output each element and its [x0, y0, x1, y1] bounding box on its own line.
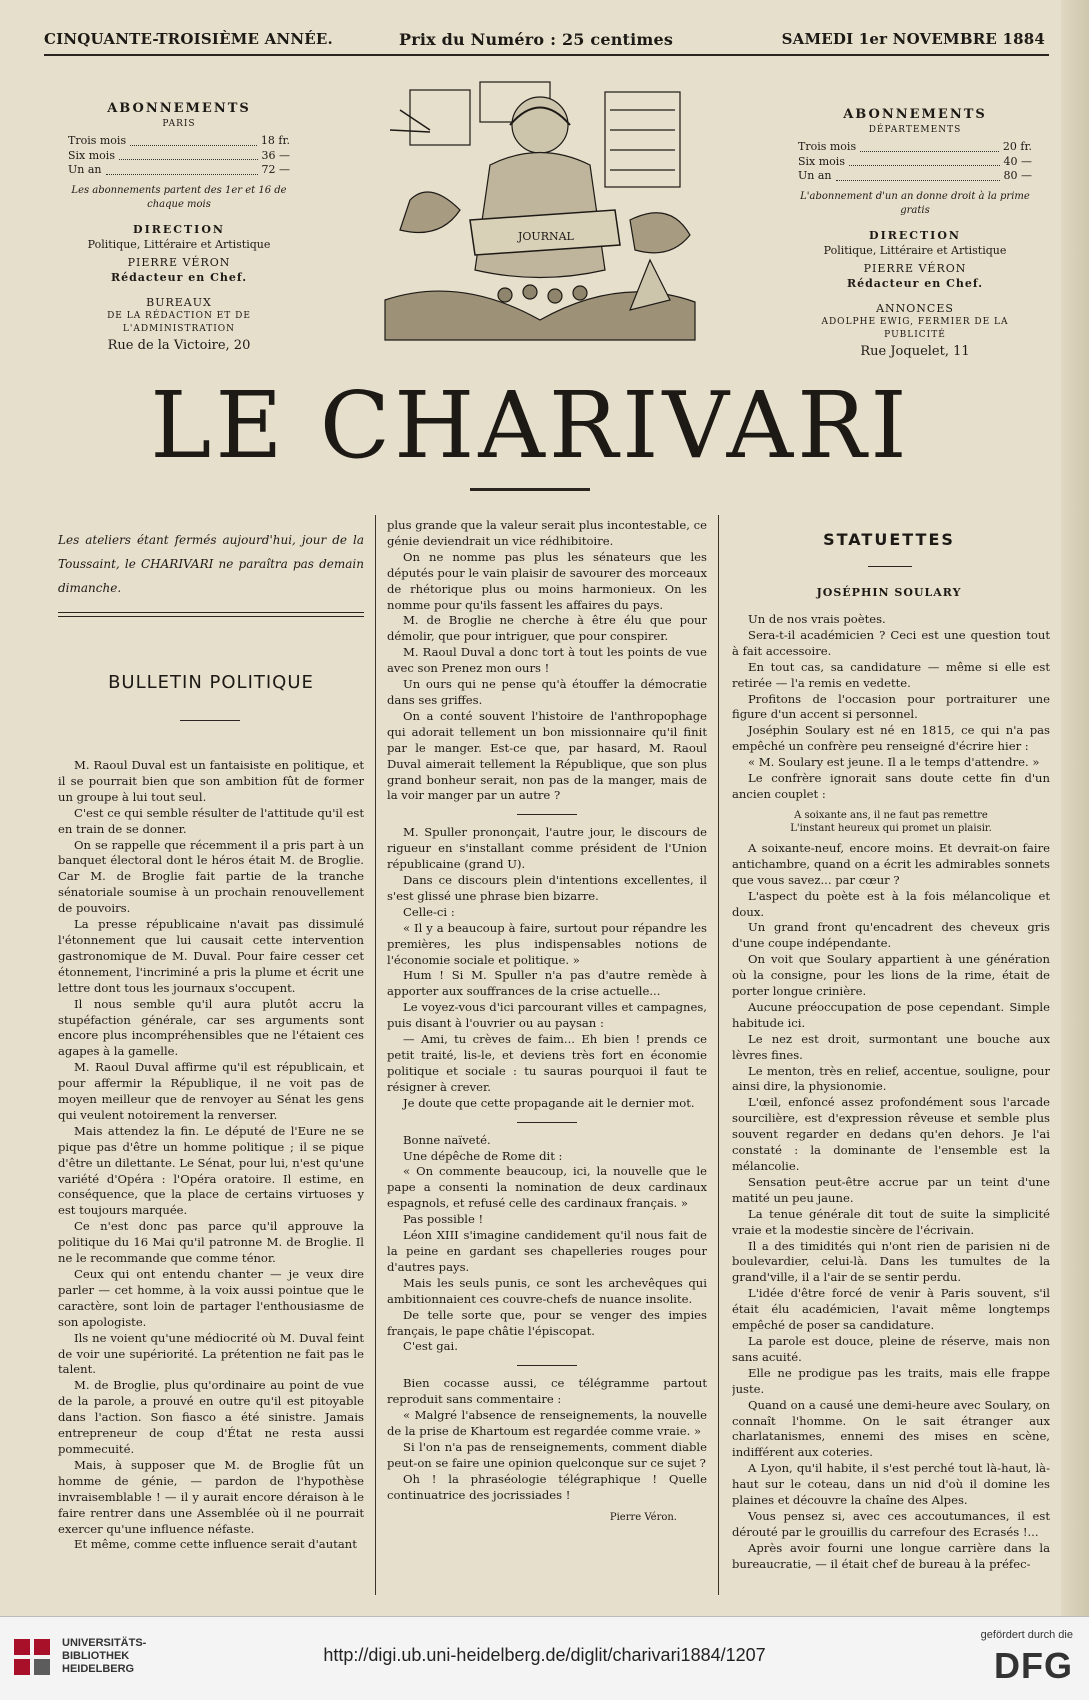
year-label: CINQUANTE-TROISIÈME ANNÉE.: [44, 30, 333, 48]
left-price-list: [68, 134, 290, 179]
article-paragraph: « On commente beaucoup, ici, la nouvelle que le pape a consenti la nomination de deux cardinaux espagnols, et refusé celle des cardinaux français. »: [387, 1164, 707, 1211]
article-paragraph: Ceux qui ont entendu chanter — je veux dire parler — cet homme, à la voix aussi pointue que le caractère, sont loin de partager l'enthousiasme de son apologiste.: [58, 1267, 364, 1329]
article-paragraph: Il nous semble qu'il aura plutôt accru la stupéfaction générale, car ses arguments sont encore plus incompréhensibles que ne l'étaient ces agapes à la gamelle.: [58, 996, 364, 1059]
article-paragraph: Joséphin Soulary est né en 1815, ce qui n'a pas empêché un confrère peu renseigné d'écrire hier :: [732, 723, 1050, 754]
right-region: DÉPARTEMENTS: [868, 124, 962, 135]
left-editor: PIERRE VÉRON: [127, 255, 231, 269]
top-header-line: [44, 30, 1045, 52]
article-paragraph: La presse républicaine n'avait pas dissimulé l'étonnement que lui causait cette intervention gastronomique de M. Duval. Pour faire cesser cet étonnement, l'incriminé a pris la plume et écrit une lettre dont tous les journaux s'occupent.: [58, 917, 364, 995]
article-paragraph: Mais attendez la fin. Le député de l'Eure ne se pique pas d'être un homme politique ; il se pique d'être un dilettante. Le Sénat, pour lui, n'est qu'une variété d'Opéra : l'Opéra oratoire. Il estime, en conséquence, que la place de certains virtuoses y est toujours marquée.: [58, 1123, 364, 1218]
article-paragraph: La parole est douce, pleine de réserve, mais non sans acuité.: [732, 1333, 1050, 1364]
article-paragraph: Le confrère ignorait sans doute cette fin d'un ancien couplet :: [732, 771, 1050, 801]
header-rule: [44, 54, 1049, 56]
statuettes-article: [732, 612, 1050, 1580]
article-paragraph: C'est gai.: [403, 1339, 458, 1354]
left-subscription-box: [60, 100, 298, 354]
notice-rule: [58, 612, 364, 613]
price-row: Trois mois 18 fr.: [68, 133, 290, 147]
article-paragraph: On voit que Soulary appartient à une génération où la consigne, pour les lions de la rime, était de porter longue crinière.: [732, 952, 1050, 999]
verse-line: L'instant heureux qui promet un plaisir.: [790, 822, 992, 834]
article-paragraph: Léon XIII s'imagine candidement qu'il nous fait de la peine en gardant ses chapelleries rouges pour d'autres pays.: [387, 1228, 707, 1274]
article-paragraph: Oh ! la phraséologie télégraphique ! Quelle continuatrice des jocrissiades !: [387, 1471, 707, 1502]
right-price-list: [798, 140, 1032, 185]
right-annonces: ANNONCES: [876, 301, 954, 315]
statuettes-title: STATUETTES: [823, 530, 955, 549]
article-paragraph: On a conté souvent l'histoire de l'anthropophage qui adorait tellement un bon missionnaire qu'il finit par le manger. Est-ce que, par hasard, M. Raoul Duval aimerait tellement la République, que son plus grand bonheur serait, non pas de la manger, mais de la voir manger par un autre ?: [387, 708, 707, 803]
section-divider: [517, 1122, 577, 1123]
left-direction: DIRECTION: [133, 223, 225, 237]
article-paragraph: Pas possible !: [403, 1212, 484, 1227]
article-paragraph: Le voyez-vous d'ici parcourant villes et campagnes, puis disant à l'ouvrier ou au paysan :: [387, 1000, 707, 1031]
price-row: Un an 72 —: [68, 163, 290, 177]
article-paragraph: Dans ce discours plein d'intentions excellentes, il s'est glissé une phrase bien bizarre.: [387, 873, 707, 903]
article-paragraph: Une dépêche de Rome dit :: [403, 1148, 563, 1163]
column-rule: [375, 515, 376, 1595]
right-direction-sub: Politique, Littéraire et Artistique: [823, 244, 1007, 258]
statuettes-rule: [868, 566, 912, 567]
bulletin-rule: [180, 720, 240, 721]
article-paragraph: Un de nos vrais poètes.: [748, 612, 886, 626]
right-subscription-box: [790, 106, 1040, 360]
article-paragraph: Profitons de l'occasion pour portraiturer une figure d'un accent si personnel.: [732, 691, 1050, 722]
price-row: Un an 80 —: [798, 169, 1032, 183]
article-paragraph: M. Raoul Duval est un fantaisiste en politique, et il se pourrait bien que son ambition fût de former un groupe à lui tout seul.: [58, 758, 364, 804]
article-paragraph: Ce n'est donc pas parce qu'il approuve la politique du 16 Mai qu'il patronne M. de Broglie. Il ne le recommande que comme ténor.: [58, 1219, 364, 1266]
funded-by-label: gefördert durch die: [980, 1629, 1073, 1641]
right-editor: PIERRE VÉRON: [863, 261, 967, 275]
article-paragraph: Quand on a causé une demi-heure avec Soulary, on connaît l'homme. On le sait étranger aux charlatanismes, ennemi des mises en scène, indifférent aux coteries.: [732, 1397, 1050, 1460]
right-note: L'abonnement d'un an donne droit à la prime gratis: [800, 191, 1030, 216]
article-paragraph: — Ami, tu crèves de faim... Eh bien ! prends ce petit traité, lis-le, et deviens très fort en économie politique et sociale : tu sauras pourquoi il faut te résigner à crever.: [387, 1032, 707, 1094]
library-name: UNIVERSITÄTS- BIBLIOTHEK HEIDELBERG: [62, 1637, 147, 1675]
left-region: PARIS: [162, 118, 196, 129]
price-row: Six mois 36 —: [68, 148, 290, 162]
article-paragraph: M. de Broglie ne cherche à être élu que pour démolir, que pour intriguer, que pour conspirer.: [387, 613, 707, 644]
page-edge: [1061, 0, 1089, 1616]
article-paragraph: Celle-ci :: [403, 904, 455, 919]
middle-column: [387, 518, 707, 1580]
date-label: SAMEDI 1er NOVEMBRE 1884: [781, 30, 1045, 48]
article-paragraph: L'idée d'être forcé de venir à Paris souvent, s'il était élu académicien, l'avait même longtemps empêché de poser sa candidature.: [732, 1286, 1050, 1333]
article-paragraph: M. Raoul Duval affirme qu'il est républicain, et pour affermir la République, il ne voit pas de moyen meilleur que de renvoyer au Sénat les gens qui veulent notoirement la renverser.: [58, 1060, 364, 1122]
article-paragraph: Ils ne voient qu'une médiocrité où M. Duval feint de voir une supériorité. La prétention ne fait pas le talent.: [58, 1330, 364, 1377]
article-paragraph: Bien cocasse aussi, ce télégramme partout reproduit sans commentaire :: [387, 1376, 707, 1407]
left-bureaux: BUREAUX: [146, 295, 212, 309]
masthead-illustration: [370, 70, 710, 355]
article-paragraph: Après avoir fourni une longue carrière dans la bureaucratie, — il était chef de bureau à la préfec-: [732, 1540, 1050, 1571]
article-paragraph: Si l'on n'a pas de renseignements, comment diable peut-on se faire une opinion quelconque sur ce sujet ?: [387, 1439, 707, 1470]
right-editor-role: Rédacteur en Chef.: [846, 276, 984, 290]
bulletin-article: [58, 758, 364, 1580]
right-direction: DIRECTION: [869, 229, 961, 243]
dfg-logo: DFG: [994, 1645, 1073, 1686]
article-paragraph: A soixante-neuf, encore moins. Et devrait-on faire antichambre, quand on a écrit les admirables sonnets que vous savez... par cœur ?: [732, 840, 1050, 887]
article-paragraph: La tenue générale dit tout de suite la simplicité vraie et la modestie sincère de l'écrivain.: [732, 1206, 1050, 1237]
article-paragraph: Et même, comme cette influence serait d'autant: [74, 1537, 357, 1552]
article-paragraph: En tout cas, sa candidature — même si elle est retirée — l'a remis en vedette.: [732, 659, 1050, 690]
article-paragraph: M. Spuller prononçait, l'autre jour, le discours de rigueur en s'installant comme président de l'Union républicaine (grand U).: [387, 825, 707, 872]
vignette-journal-label: JOURNAL: [518, 230, 574, 243]
article-paragraph: Un grand front qu'encadrent des cheveux gris d'une coupe indépendante.: [732, 920, 1050, 951]
article-paragraph: Il a des timidités qui n'ont rien de parisien ni de boulevardier, celui-là. Dans les tumultes de la grand'ville, il a l'air de se sentir perdu.: [732, 1238, 1050, 1285]
bulletin-title: BULLETIN POLITIQUE: [108, 672, 314, 693]
right-abonnements-title: ABONNEMENTS: [843, 107, 987, 122]
article-paragraph: Hum ! Si M. Spuller n'a pas d'autre remède à apporter aux souffrances de la crise actuelle...: [387, 968, 707, 999]
article-paragraph: Bonne naïveté.: [403, 1132, 491, 1147]
signature: Pierre Véron.: [609, 1511, 677, 1523]
section-divider: [517, 814, 577, 815]
article-paragraph: Le menton, très en relief, accentue, souligne, pour ainsi dire, la physionomie.: [732, 1063, 1050, 1094]
verse-line: A soixante ans, il ne faut pas remettre: [794, 809, 988, 821]
price-row: Six mois 40 —: [798, 154, 1032, 168]
right-address: Rue Joquelet, 11: [860, 343, 970, 359]
article-paragraph: M. de Broglie, plus qu'ordinaire au point de vue de la parole, a prouvé en outre qu'il est pitoyable dans l'action. Son fiasco a été sinistre. Jamais entrepreneur de coup d'État ne resta aussi pommecuité.: [58, 1378, 364, 1456]
notice-rule: [58, 616, 364, 617]
right-annonces-sub: ADOLPHE EWIG, FERMIER DE LA PUBLICITÉ: [821, 317, 1009, 340]
article-paragraph: Sera-t-il académicien ? Ceci est une question tout à fait accessoire.: [732, 627, 1050, 658]
left-abonnements-title: ABONNEMENTS: [107, 101, 251, 116]
closure-notice: Les ateliers étant fermés aujourd'hui, jour de la Toussaint, le CHARIVARI ne paraîtra pas demain dimanche.: [58, 533, 364, 595]
article-paragraph: Le nez est droit, surmontant une bouche aux lèvres fines.: [732, 1031, 1050, 1062]
article-paragraph: Sensation peut-être accrue par un teint d'une matité un peu jaune.: [732, 1174, 1050, 1205]
article-paragraph: Elle ne prodigue pas les traits, mais elle frappe juste.: [732, 1365, 1050, 1396]
column-rule: [718, 515, 719, 1595]
article-paragraph: « Malgré l'absence de renseignements, la nouvelle de la prise de Khartoum est regardée comme vraie. »: [387, 1408, 707, 1439]
article-paragraph: Aucune préoccupation de pose cependant. Simple habitude ici.: [732, 999, 1050, 1030]
price-row: Trois mois 20 fr.: [798, 139, 1032, 153]
left-bureaux-sub: DE LA RÉDACTION ET DE L'ADMINISTRATION: [107, 311, 251, 334]
article-paragraph: Mais les seuls punis, ce sont les archevêques qui ambitionnaient ces couvre-chefs de nuance insolite.: [387, 1275, 707, 1306]
article-paragraph: De telle sorte que, pour se venger des impies français, le pape châtie l'épiscopat.: [387, 1307, 707, 1338]
left-address: Rue de la Victoire, 20: [107, 337, 251, 353]
verse-quote: [732, 809, 1050, 835]
article-paragraph: « Il y a beaucoup à faire, surtout pour répandre les premières, les plus indispensables notions de l'économie sociale et politique. »: [387, 920, 707, 967]
article-paragraph: Un ours qui ne pense qu'à étouffer la démocratie dans ses griffes.: [387, 677, 707, 707]
source-url-link[interactable]: http://digi.ub.uni-heidelberg.de/diglit/charivari1884/1207: [323, 1645, 766, 1665]
article-paragraph: L'aspect du poète est à la fois mélancolique et doux.: [732, 888, 1050, 919]
article-paragraph: A Lyon, qu'il habite, il s'est perché tout là-haut, là-haut sur le coteau, dans un nid d'où il domine les plaines et découvre la chaîne des Alpes.: [732, 1461, 1050, 1508]
article-paragraph: « M. Soulary est jeune. Il a le temps d'attendre. »: [748, 755, 1040, 770]
article-paragraph: Mais, à supposer que M. de Broglie fût un homme de génie, — pardon de l'hypothèse invraisemblable ! — il y aurait encore déraison à le faire rentrer dans une Assemblée où il ne pourrait exercer qu'une influence néfaste.: [58, 1457, 364, 1536]
article-paragraph: Je doute que cette propagande ait le dernier mot.: [403, 1095, 695, 1110]
article-paragraph: On ne nomme pas plus les sénateurs que les députés pour le vain plaisir de savourer des morceaux de rhétorique plus ou moins harmonieux. On les nomme pour qu'ils fassent les affaires du pays.: [387, 549, 707, 612]
article-paragraph: On se rappelle que récemment il a pris part à un banquet électoral dont le héros était M. de Broglie. Car M. de Broglie fait partie de la tranche sénatoriale soumise à un prochain renouvellement de pouvoirs.: [58, 837, 364, 916]
left-direction-sub: Politique, Littéraire et Artistique: [87, 238, 271, 252]
masthead-title: LE CHARIVARI: [150, 372, 911, 479]
article-paragraph: M. Raoul Duval a donc tort à tout les points de vue avec son Prenez mon ours !: [387, 645, 707, 676]
section-divider: [517, 1365, 577, 1366]
masthead-rule: [470, 488, 590, 491]
statuettes-subject: JOSÉPHIN SOULARY: [816, 586, 962, 599]
digitization-footer: [0, 1616, 1089, 1700]
article-paragraph: L'œil, enfoncé assez profondément sous l'arcade sourcilière, est d'expression rêveuse et semble plus souvent regarder en dedans qu'en dehors. Je l'ai constaté : la dominante de l'ensemble est la mélancolie.: [732, 1095, 1050, 1173]
left-editor-role: Rédacteur en Chef.: [110, 270, 248, 284]
left-note: Les abonnements partent des 1er et 16 de chaque mois: [71, 185, 287, 210]
article-paragraph: C'est ce qui semble résulter de l'attitude qu'il est en train de se donner.: [58, 805, 364, 836]
article-paragraph: Vous pensez si, avec ces accoutumances, il est dérouté par le grouillis du carrefour des Ecrasés !...: [732, 1508, 1050, 1539]
article-paragraph: plus grande que la valeur serait plus incontestable, ce génie deviendrait un vice rédhibitoire.: [387, 518, 707, 548]
price-label: Prix du Numéro : 25 centimes: [399, 30, 674, 49]
